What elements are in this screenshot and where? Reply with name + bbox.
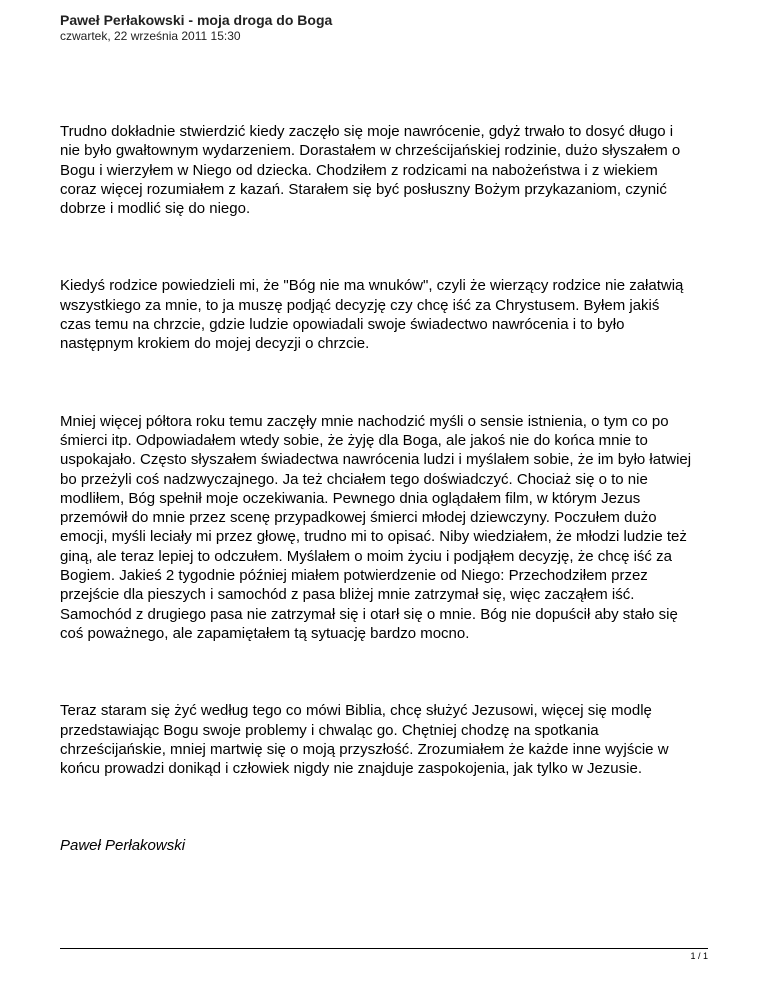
page-number: 1 / 1	[690, 951, 708, 961]
article-paragraph-2: Kiedyś rodzice powiedzieli mi, że "Bóg nie ma wnuków", czyli że wierzący rodzice nie załatwią wszystkiego za mnie, to ja muszę podjąć decyzję czy chcę iść za Chrystusem. Byłem jakiś czas temu na chrzcie, gdzie ludzie opowiadali swoje świadectwo nawrócenia i to było następnym krokiem do mojej decyzji o chrzcie.	[60, 277, 684, 353]
document-date: czwartek, 22 września 2011 15:30	[60, 29, 241, 43]
article-paragraph-1: Trudno dokładnie stwierdzić kiedy zaczęło się moje nawrócenie, gdyż trwało to dosyć długo i nie było gwałtownym wydarzeniem. Dorastałem w chrześcijańskiej rodzinie, dużo słyszałem o Bogu i wierzyłem w Niego od dziecka. Chodziłem z rodzicami na nabożeństwa i z wiekiem coraz więcej rozumiałem z kazań. Starałem się być posłuszny Bożym przykazaniom, czynić dobrze i modlić się do niego.	[60, 123, 681, 218]
document-header	[60, 12, 710, 43]
article-body	[60, 122, 710, 855]
document-title: Paweł Perłakowski - moja droga do Boga	[60, 12, 333, 28]
article-paragraph-4: Teraz staram się żyć według tego co mówi Biblia, chcę służyć Jezusowi, więcej się modlę przedstawiając Bogu swoje problemy i chwaląc go. Chętniej chodzę na spotkania chrześcijańskie, mniej martwię się o moją przyszłość. Zrozumiałem że każde inne wyjście w końcu prowadzi donikąd i człowiek nigdy nie znajduje zaspokojenia, jak tylko w Jezusie.	[60, 702, 669, 778]
footer-divider	[60, 948, 708, 949]
author-signature: Paweł Perłakowski	[60, 837, 186, 855]
article-paragraph-3: Mniej więcej półtora roku temu zaczęły mnie nachodzić myśli o sensie istnienia, o tym co po śmierci itp. Odpowiadałem wtedy sobie, że żyję dla Boga, ale jakoś nie do końca mnie to uspokajało. Często słyszałem świadectwa nawrócenia ludzi i myślałem sobie, że im było łatwiej bo przeżyli coś nadzwyczajnego. Ja też chciałem tego doświadczyć. Chociaż się o to nie modliłem, Bóg spełnił moje oczekiwania. Pewnego dnia oglądałem film, w którym Jezus przemówił do mnie przez scenę przypadkowej śmierci młodej dziewczyny. Poczułem dużo emocji, myśli leciały mi przez głowę, trudno mi to opisać. Niby wiedziałem, że młodzi ludzie też giną, ale teraz lepiej to odczułem. Myślałem o moim życiu i podjąłem decyzję, że chcę iść za Bogiem. Jakieś 2 tygodnie później miałem potwierdzenie od Niego: Przechodziłem przez przejście dla pieszych i samochód z pasa bliżej mnie zatrzymał się, więc zacząłem iść. Samochód z drugiego pasa nie zatrzymał się i otarł się o mnie. Bóg nie dopuścił aby stało się coś poważnego, ale zapamiętałem tą sytuację bardzo mocno.	[60, 412, 692, 642]
